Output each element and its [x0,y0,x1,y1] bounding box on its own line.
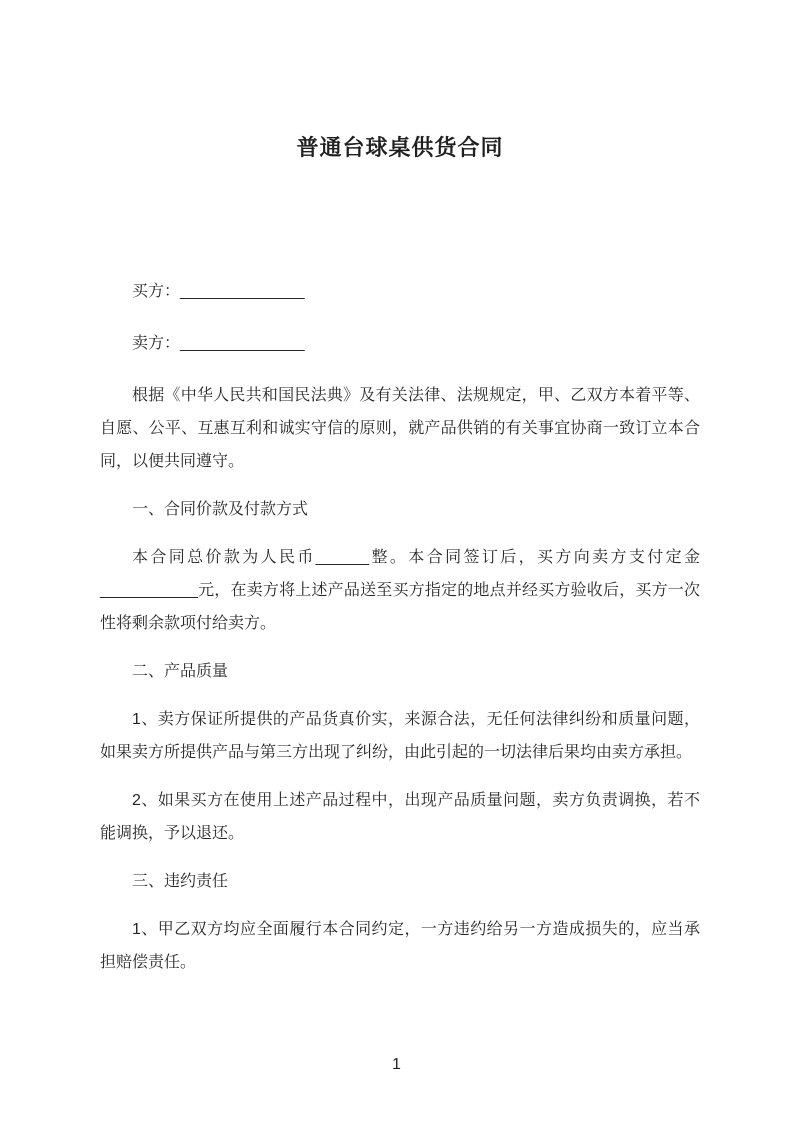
section-3-heading: 三、违约责任 [132,873,229,890]
buyer-line: 买方：______________ [132,283,305,300]
section-2-paragraph-1: 1、卖方保证所提供的产品货真价实，来源合法，无任何法律纠纷和质量问题，如果卖方所提供产品与第三方出现了纠纷，由此引起的一切法律后果均由卖方承担。 [100,711,700,761]
seller-line: 卖方：______________ [132,335,305,352]
page-number: 1 [392,1056,401,1073]
section-3-paragraph-1: 1、甲乙双方均应全面履行本合同约定，一方违约给另一方造成损失的，应当承担赔偿责任。 [100,921,700,971]
intro-paragraph: 根据《中华人民共和国民法典》及有关法律、法规规定，甲、乙双方本着平等、自愿、公平、互惠互利和诚实守信的原则，就产品供销的有关事宜协商一致订立本合同，以便共同遵守。 [100,387,700,470]
section-1-heading: 一、合同价款及付款方式 [132,501,309,518]
document-title: 普通台球桌供货合同 [296,135,504,160]
section-2-heading: 二、产品质量 [132,663,229,680]
section-2-paragraph-2: 2、如果买方在使用上述产品过程中，出现产品质量问题，卖方负责调换，若不能调换，予以退还。 [100,792,700,842]
section-1-paragraph-1: 本合同总价款为人民币______整。本合同签订后，买方向卖方支付定金___________元，在卖方将上述产品送至买方指定的地点并经买方验收后，买方一次性将剩余款项付给卖方。 [100,549,700,632]
